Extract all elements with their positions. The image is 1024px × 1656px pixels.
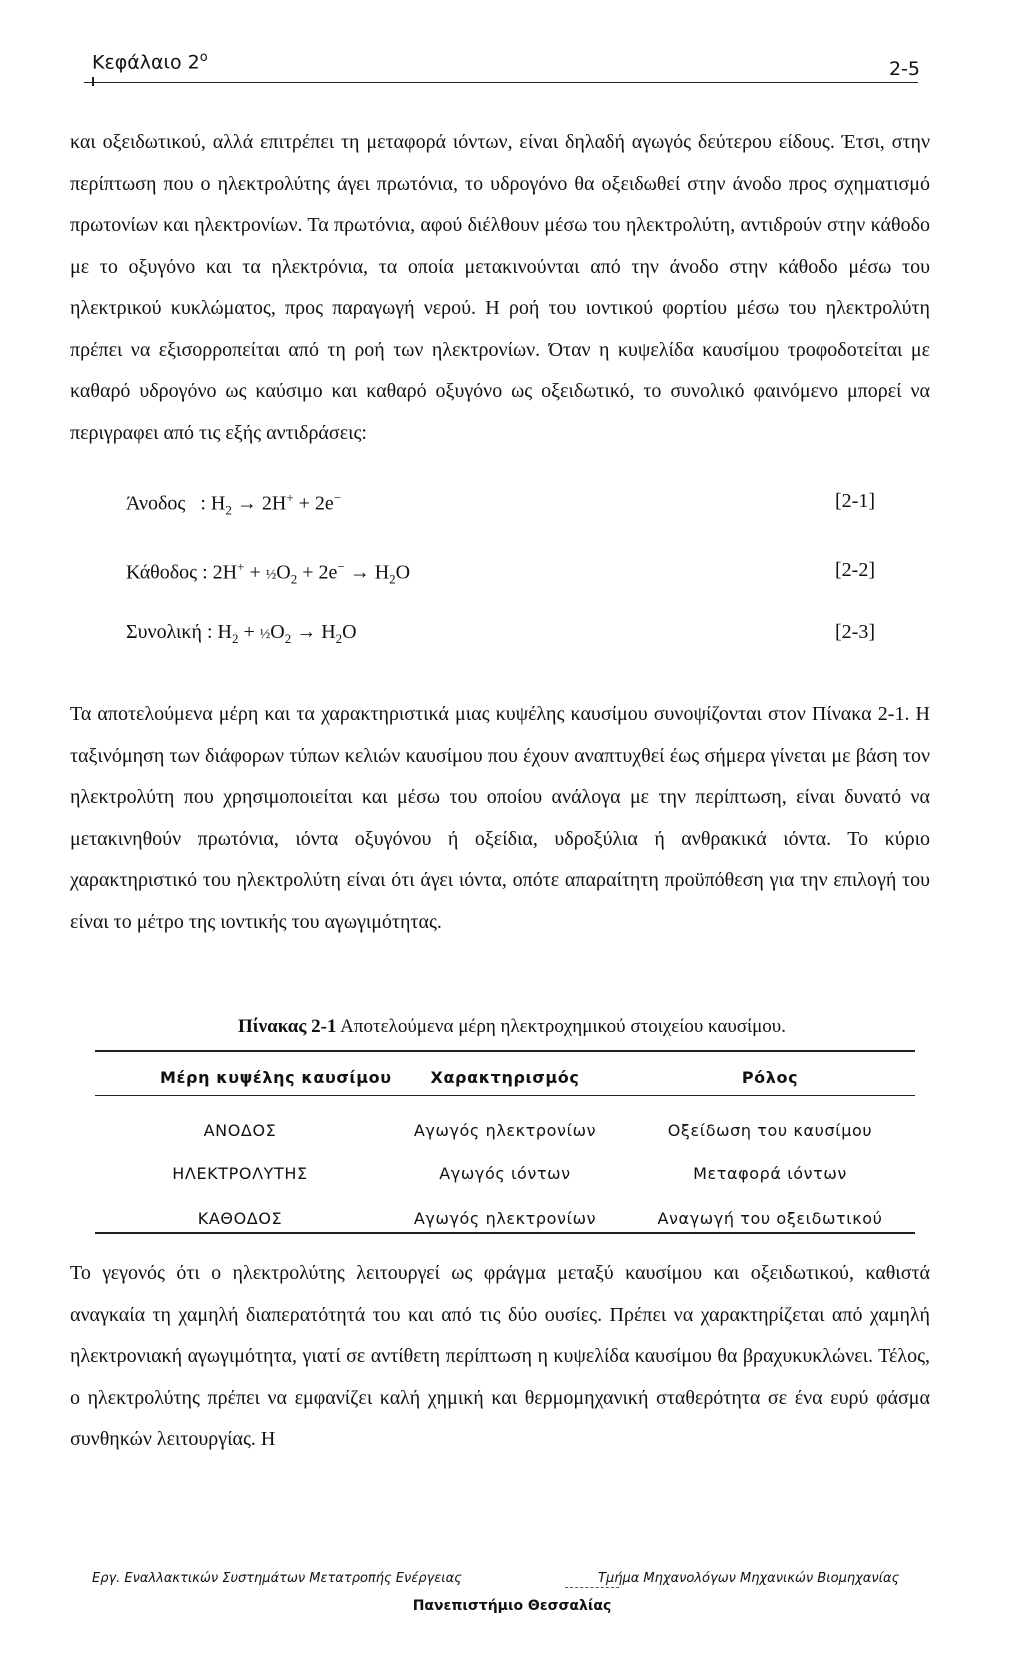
table-bottom-rule (95, 1232, 915, 1234)
page-number: 2-5 (888, 58, 920, 80)
table-top-rule (95, 1050, 915, 1052)
equation-anode-label: Άνοδος (126, 492, 186, 515)
equation-anode: Άνοδος : $H_2 \to 2H^+ + 2e^-$ (126, 490, 342, 518)
table-header-rule (95, 1095, 915, 1096)
table-cell: ΗΛΕΚΤΡΟΛΥΤΗΣ (172, 1164, 308, 1183)
table-cell: Αγωγός ιόντων (439, 1164, 571, 1183)
paragraph-classification: Τα αποτελούμενα μέρη και τα χαρακτηριστικά μιας κυψέλης καυσίμου συνοψίζονται στον Πίνακα 2-1. Η ταξινόμηση των διάφορων τύπων κελιών καυσίμου που έχουν αναπτυχθεί έως σήμερα γίνεται με βάση τον ηλεκτρολύτη που χρησιμοποιείται και μέσω του οποίου ανάλογα με την περίπτωση, είναι δυνατό να μετακινηθούν πρωτόνια, ιόντα οξυγόνου ή οξείδια, υδροξύλια ή ανθρακικά ιόντα. Το κύριο χαρακτηριστικό του ηλεκτρολύτη είναι ότι άγει ιόντα, οπότε απαραίτητη προϋπόθεση για την επιλογή του είναι το μέτρο της ιοντικής του αγωγιμότητας. (70, 703, 930, 933)
table-cell: Αγωγός ηλεκτρονίων (413, 1209, 597, 1228)
paragraph-electrolyte: Το γεγονός ότι ο ηλεκτρολύτης λειτουργεί ως φράγμα μεταξύ καυσίμου και οξειδωτικού, καθιστά αναγκαία τη χαμηλή διαπερατότητά του και από τις δύο ουσίες. Πρέπει να χαρακτηρίζεται από χαμηλή ηλεκτρονιακή αγωγιμότητα, γιατί σε αντίθετη περίπτωση η κυψελίδα καυσίμου θα βραχυκυκλώνει. Τέλος, ο ηλεκτρολύτης πρέπει να εμφανίζει καλή χημική και θερμομηχανική σταθερότητα σε ένα ευρύ φάσμα συνθηκών λειτουργίας. Η (70, 1262, 930, 1450)
footer-lab: Εργ. Εναλλακτικών Συστημάτων Μετατροπής Ενέργειας (92, 1571, 462, 1586)
table-cell: Οξείδωση του καυσίμου (667, 1121, 873, 1140)
chapter-label: Κεφάλαιο 2 (92, 51, 200, 74)
paragraph-intro: και οξειδωτικού, αλλά επιτρέπει τη μεταφορά ιόντων, είναι δηλαδή αγωγός δεύτερου είδους. Έτσι, στην περίπτωση που ο ηλεκτρολύτης άγει πρωτόνια, το υδρογόνο θα οξειδωθεί στην άνοδο προς σχηματισμό πρωτονίων και ηλεκτρονίων. Τα πρωτόνια, αφού διέλθουν μέσω του ηλεκτρολύτη, αντιδρούν στην κάθοδο με το οξυγόνο και τα ηλεκτρόνια, τα οποία μετακινούνται από την άνοδο στην κάθοδο μέσω του ηλεκτρικού κυκλώματος, προς παραγωγή νερού. Η ροή του ιοντικού φορτίου μέσω του ηλεκτρολύτη πρέπει να εξισορροπείται από τη ροή των ηλεκτρονίων. Όταν η κυψελίδα καυσίμου τροφοδοτείται με καθαρό υδρογόνο ως καύσιμο και καθαρό οξυγόνο ως οξειδωτικό, το συνολικό φαινόμενο μπορεί να περιγραφει από τις εξής αντιδράσεις: (70, 131, 930, 444)
equation-cathode: Κάθοδος : $2H^+ + \frac{1}{2}O_2 + 2e^- \to H_2O$ (126, 559, 411, 587)
footer-university: Πανεπιστήμιο Θεσσαλίας (412, 1598, 612, 1614)
chapter-heading (92, 50, 208, 73)
equation-overall-label: Συνολική (126, 621, 202, 643)
equation-overall-number: [2-3] (835, 621, 875, 643)
table-caption (0, 1016, 1024, 1038)
equation-anode-number: [2-1] (835, 490, 875, 512)
table-cell: Αναγωγή του οξειδωτικού (657, 1209, 883, 1228)
table-header-characterization: Χαρακτηρισμός (430, 1068, 580, 1087)
table-caption-text: Αποτελούμενα μέρη ηλεκτροχημικού στοιχείου καυσίμου. (336, 1016, 786, 1037)
table-header-parts: Μέρη κυψέλης καυσίμου (160, 1068, 392, 1087)
header-rule (84, 82, 918, 83)
footer-separator (565, 1587, 619, 1588)
table-cell: Αγωγός ηλεκτρονίων (413, 1121, 597, 1140)
table-caption-label: Πίνακας 2-1 (238, 1016, 337, 1037)
equation-cathode-number: [2-2] (835, 559, 875, 581)
chapter-superscript: ο (199, 50, 208, 65)
table-cell: Μεταφορά ιόντων (693, 1164, 847, 1183)
equation-overall: Συνολική : $H_2$ + $\frac{1}{2}O_2 \to H_2O$ (126, 621, 357, 646)
footer-department: Τμήμα Μηχανολόγων Μηχανικών Βιομηχανίας (598, 1571, 900, 1586)
table-cell: ΚΑΘΟΔΟΣ (197, 1209, 283, 1228)
table-header-role: Ρόλος (741, 1068, 799, 1087)
equation-cathode-label: Κάθοδος (126, 561, 198, 584)
table-cell: ΑΝΟΔΟΣ (203, 1121, 277, 1140)
